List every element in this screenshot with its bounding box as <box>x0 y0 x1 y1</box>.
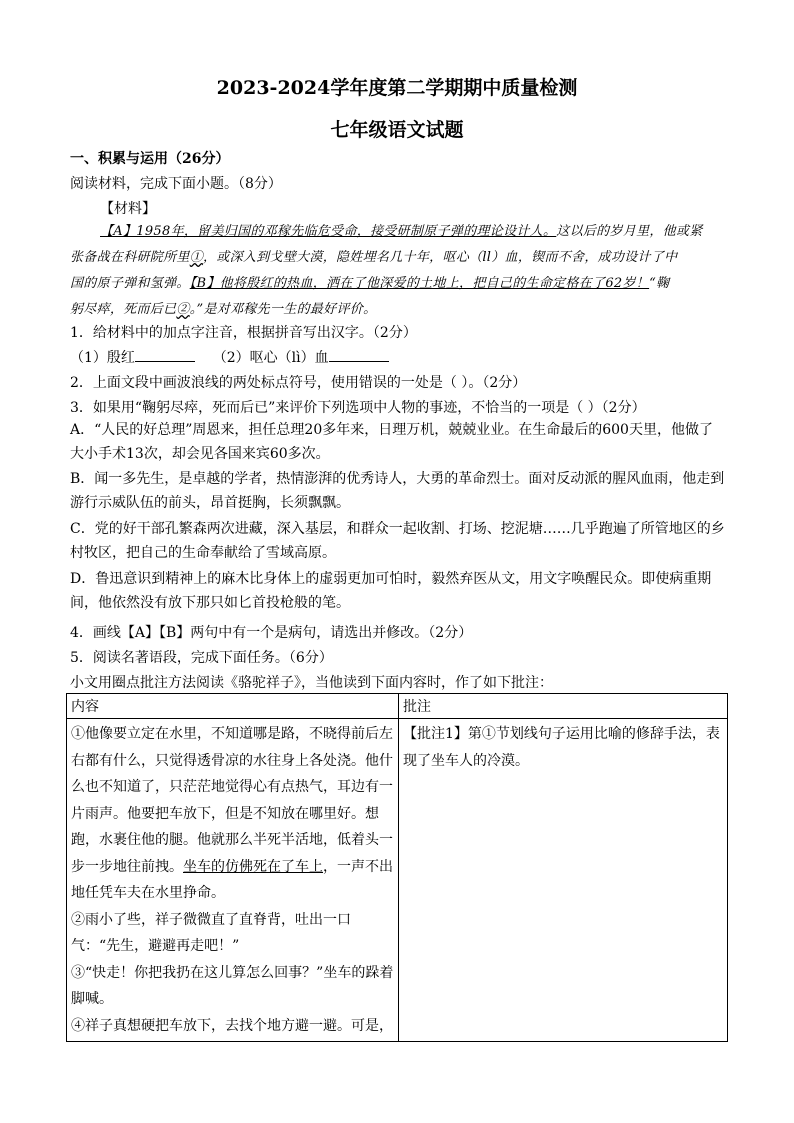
passage-paragraph-4: ④祥子真想硬把车放下，去找个地方避一避。可是， <box>71 1017 393 1034</box>
option-d: D．鲁迅意识到精神上的麻木比身体上的虚弱更加可怕时，毅然弃医从文，用文字唤醒民众。即使病重期间，他依然没有放下那只如匕首投枪般的笔。 <box>70 571 712 611</box>
passage-text: ①他像要立定在水里，不知道哪是路，不晓得前后左右都有什么，只觉得透骨凉的水往身上各处浇。他什么也不知道了，只茫茫地觉得心有点热气，耳边有一片雨声。他要把车放下，但是不知放在哪里好。想跑，水裹住他的腿。他就那么半死半活地，低着头一步一步地往前拽。 <box>71 726 393 875</box>
material-text: ，或深入到戈壁大漠，隐姓埋名几十年，呕心（ll）血，锲而不舍，成功设计了中 <box>203 250 678 265</box>
option-b: B．闻一多先生，是卓越的学者，热情澎湃的优秀诗人，大勇的革命烈士。面对反动派的腥风血雨，他走到游行示威队伍的前头，昂首挺胸，长须飘飘。 <box>70 471 725 511</box>
question-1: 1．给材料中的加点字注音，根据拼音写出汉字。（2分） <box>70 325 417 341</box>
sentence-b: 【B】他将殷红的热血，洒在了他深爱的土地上，把自己的生命定格在了62岁！ <box>189 276 650 291</box>
note-cell <box>399 719 728 1042</box>
passage-paragraph-3: ③“快走！你把我扔在这儿算怎么回事？”坐车的跺着脚喊。 <box>71 964 394 1007</box>
material-label: 【材料】 <box>100 201 156 217</box>
material-paragraph <box>70 219 726 323</box>
exam-title: 2023-2024学年度第二学期期中质量检测 <box>216 77 578 99</box>
material-text: “鞠 <box>649 276 670 291</box>
sentence-a: 【A】1958年，留美归国的邓稼先临危受命，接受研制原子弹的理论设计人。 <box>100 224 557 239</box>
question-1b: （2）呕心（lì）血 <box>212 350 329 366</box>
wavy-mark-1: ① <box>189 250 204 265</box>
question-1a: （1）殷红 <box>70 350 135 366</box>
material-text: 。”是对邓稼先一生的最好评价。 <box>189 302 377 317</box>
question-5: 5．阅读名著语段，完成下面任务。（6分） <box>70 650 333 666</box>
material-text: 这以后的岁月里，他或紧 <box>556 224 703 239</box>
material-text: 张备战在科研院所里 <box>70 250 190 265</box>
annotation-1: 【批注1】第①节划线句子运用比喻的修辞手法，表现了坐车人的冷漠。 <box>403 726 720 769</box>
table-row <box>67 719 728 1042</box>
question-5-intro: 小文用圈点批注方法阅读《骆驼祥子》，当他读到下面内容时，作了如下批注： <box>70 675 553 691</box>
answer-blank[interactable] <box>329 349 389 362</box>
material-text: 躬尽瘁，死而后已 <box>70 302 177 317</box>
question-4: 4．画线【A】【B】两句中有一个是病句，请选出并修改。（2分） <box>70 625 473 641</box>
passage-paragraph-2: ②雨小了些，祥子微微直了直脊背，吐出一口气：“先生，避避再走吧！” <box>71 911 351 954</box>
answer-blank[interactable] <box>135 349 195 362</box>
exam-subtitle: 七年级语文试题 <box>330 119 464 141</box>
column-header-content: 内容 <box>67 694 399 719</box>
section-heading: 一、积累与运用（26分） <box>70 151 230 167</box>
passage-text: ，一声不出地任凭车夫在水里挣命。 <box>71 858 393 901</box>
column-header-note: 批注 <box>399 694 728 719</box>
content-cell <box>67 719 399 1042</box>
underlined-sentence: 坐车的仿佛死在了车上 <box>183 858 323 875</box>
reading-intro: 阅读材料，完成下面小题。（8分） <box>70 176 282 192</box>
question-2: 2．上面文段中画波浪线的两处标点符号，使用错误的一处是（ ）。（2分） <box>70 375 527 391</box>
annotation-table <box>66 693 728 1042</box>
wavy-mark-2: ② <box>176 302 190 317</box>
option-a: A．“人民的好总理”周恩来，担任总理20多年来，日理万机，兢兢业业。在生命最后的600天里，他做了大小手术13次，却会见各国来宾60多次。 <box>70 422 713 462</box>
material-text: 国的原子弹和氢弹。 <box>70 276 190 291</box>
option-c: C．党的好干部孔繁森两次进藏，深入基层，和群众一起收割、打场、挖泥塘……几乎跑遍了所管地区的乡村牧区，把自己的生命奉献给了雪域高原。 <box>70 521 725 561</box>
question-3: 3．如果用“鞠躬尽瘁，死而后已”来评价下列选项中人物的事迹，不恰当的一项是（ ）（2分） <box>70 400 646 416</box>
question-1-items <box>70 347 389 367</box>
table-header-row <box>67 694 728 719</box>
passage-paragraph-1 <box>71 721 394 907</box>
